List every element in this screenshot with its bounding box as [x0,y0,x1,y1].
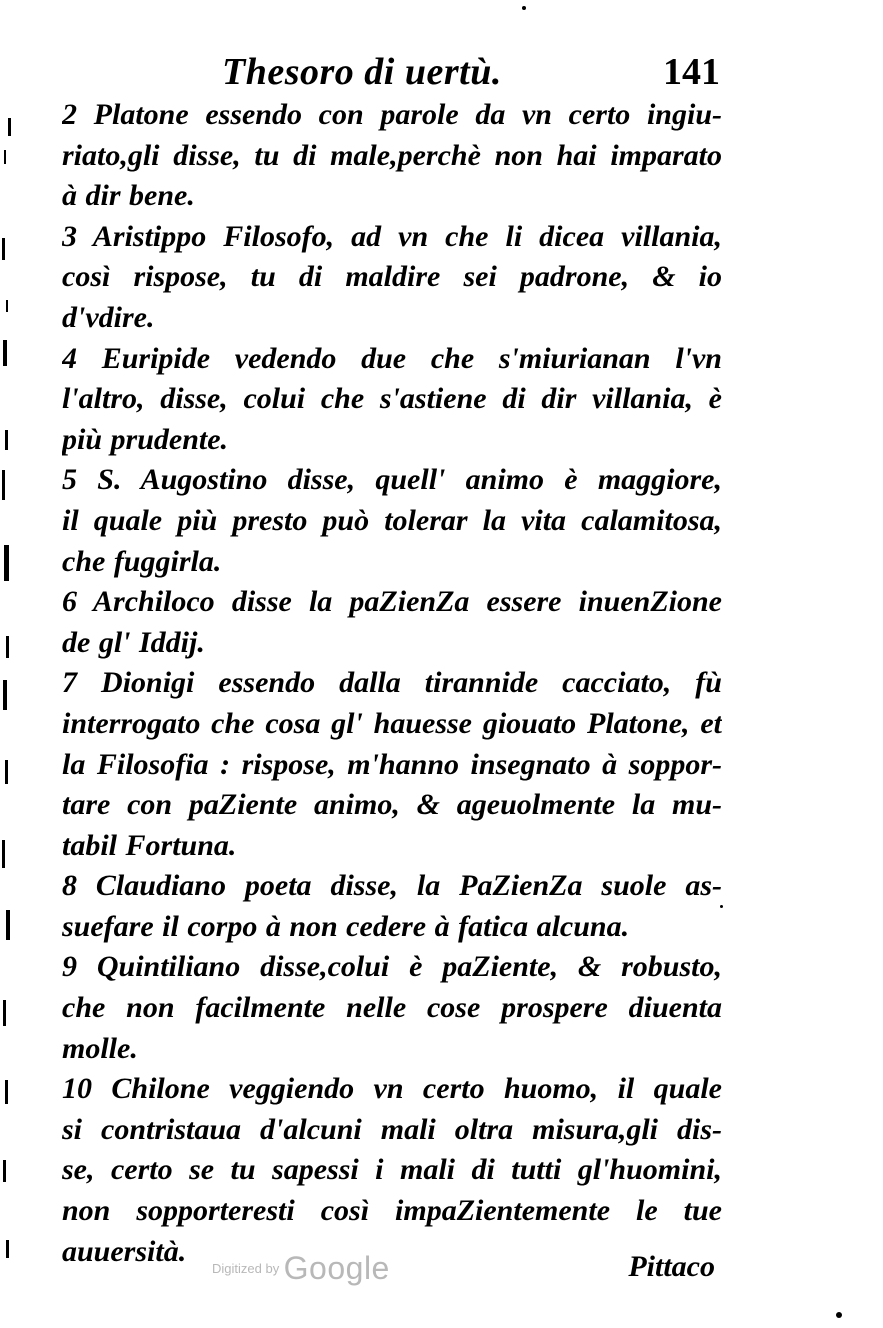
left-margin-bleed [0,0,24,1328]
text-line: che fuggirla. [62,544,222,578]
text-line: la Filosofia : rispose, m'hanno insegnato à soppor- [62,747,722,781]
text-line: 10 Chilone veggiendo vn certo huomo, il quale [62,1072,722,1106]
page-number: 141 [663,51,720,93]
watermark-brand: Google [283,1250,390,1286]
text-line: molle. [62,1031,138,1065]
text-line: d'vdire. [62,300,155,334]
text-line: si contristaua d'alcuni mali oltra misura,gli dis- [62,1112,722,1146]
text-line: riato,gli disse, tu di male,perchè non hai imparato [62,138,722,172]
text-line: 6 Archiloco disse la paZienZa essere inuenZione [62,585,722,619]
body-text [62,95,722,1272]
text-line: auuersità. [62,1234,187,1268]
text-line: tabil Fortuna. [62,828,237,862]
catchword: Pittaco [628,1250,715,1283]
scan-speck [522,6,526,10]
watermark-prefix: Digitized by [212,1261,280,1276]
text-line: 4 Euripide vedendo due che s'miurianan l'vn [62,341,722,375]
text-line: 5 S. Augostino disse, quell' animo è maggiore, [62,463,722,497]
page-header [62,50,722,100]
text-line: 9 Quintiliano disse,colui è paZiente, & robusto, [62,950,722,984]
text-line: de gl' Iddij. [62,625,205,659]
text-line: suefare il corpo à non cedere à fatica alcuna. [62,909,630,943]
text-line: se, certo se tu sapessi i mali di tutti gl'huomini, [62,1153,722,1187]
text-line: più prudente. [62,422,229,456]
text-line: il quale più presto può tolerar la vita calamitosa, [62,503,722,537]
text-line: 3 Aristippo Filosofo, ad vn che li dicea villania, [62,219,722,253]
text-line: 7 Dionigi essendo dalla tirannide cacciato, fù [62,666,722,700]
scan-speck [836,1312,842,1318]
text-line: 2 Platone essendo con parole da vn certo ingiu- [62,98,722,131]
text-line: tare con paZiente animo, & ageuolmente la mu- [62,788,722,822]
text-line: non sopporteresti così impaZientemente le tue [62,1194,722,1228]
text-line: à dir bene. [62,179,195,213]
digitized-by-google-watermark [212,1250,390,1287]
running-title: Thesoro di uertù. [222,51,502,93]
text-line: così rispose, tu di maldire sei padrone, & io [62,260,722,294]
text-line: interrogato che cosa gl' hauesse giouato Platone, et [62,706,722,740]
text-line: l'altro, disse, colui che s'astiene di dir villania, è [62,382,722,416]
text-line: che non facilmente nelle cose prospere diuenta [62,991,722,1025]
text-line: 8 Claudiano poeta disse, la PaZienZa suole as- [62,869,722,903]
